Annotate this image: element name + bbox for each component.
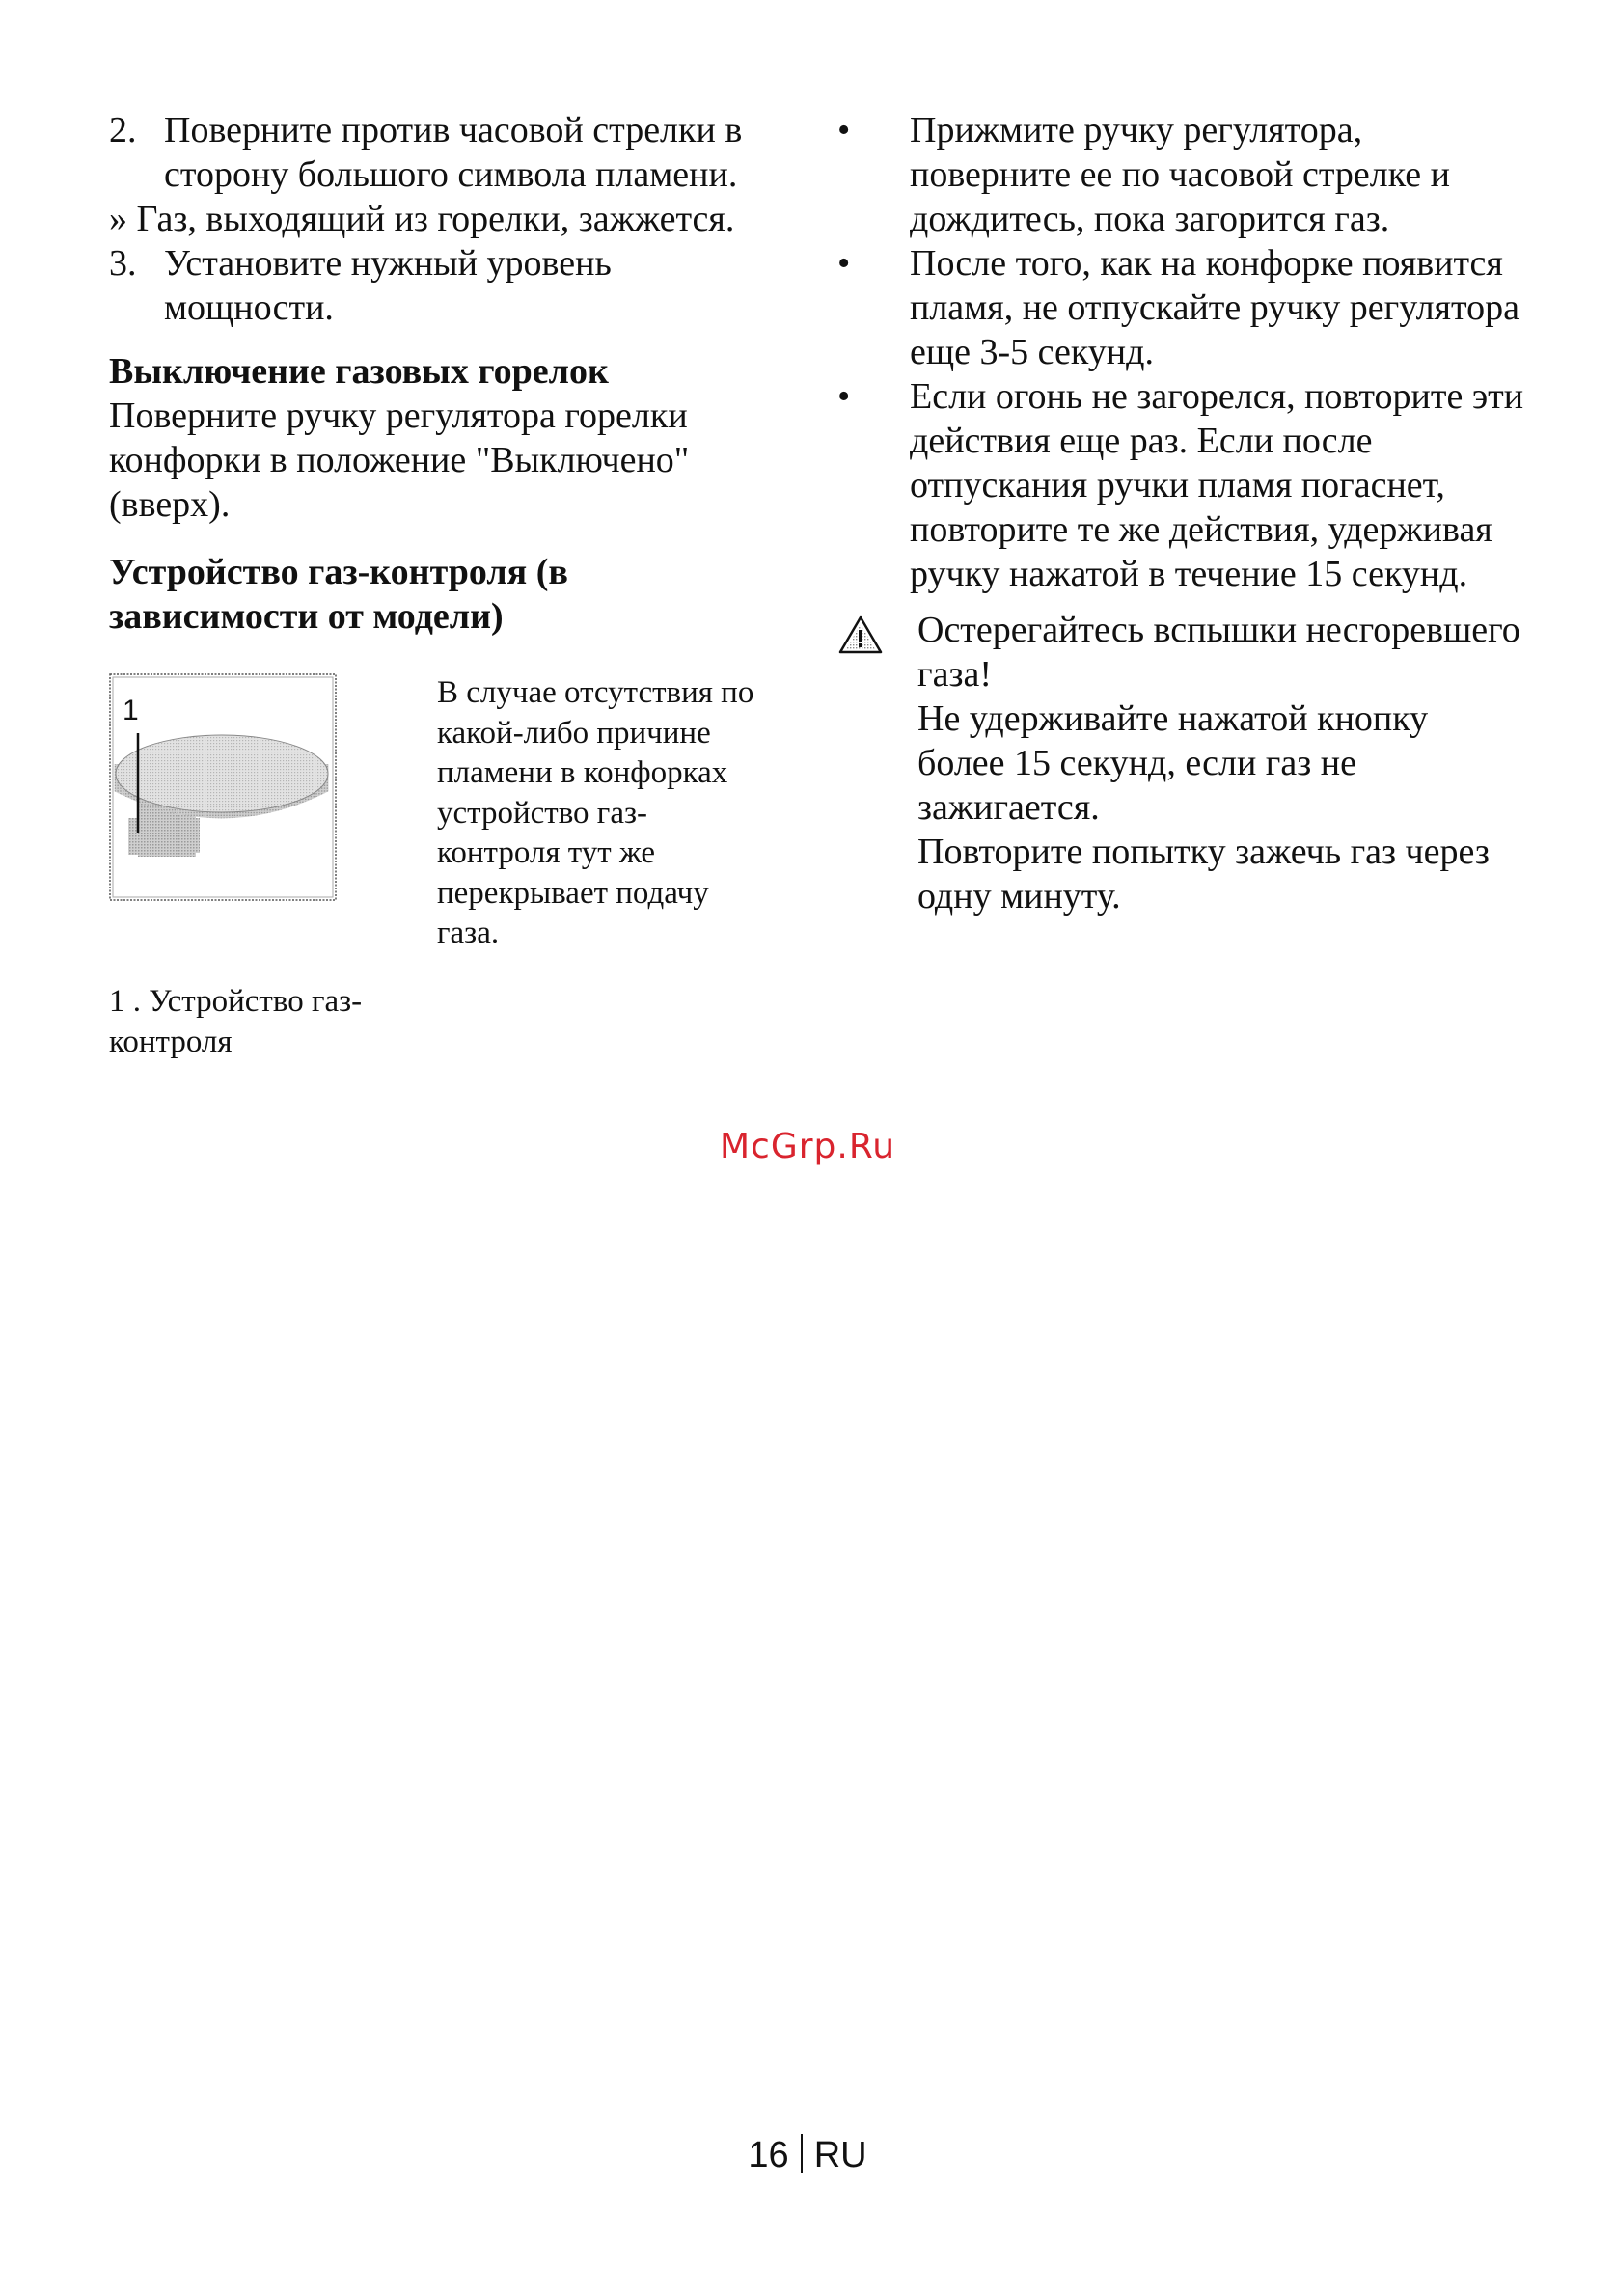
bullet-dot-icon: • (837, 110, 851, 150)
figure-caption: 1 . Устройство газ-контроля (109, 984, 363, 1059)
bullet-dot-icon: • (837, 376, 851, 417)
burner-illustration (109, 673, 337, 901)
step-text: Поверните против часовой стрелки в сторону большого символа пламени. (164, 110, 743, 195)
step-number: 3. (109, 243, 137, 284)
figure-row (109, 673, 784, 1059)
right-column (830, 108, 1524, 918)
bullet-item (830, 374, 1524, 596)
bullet-text: После того, как на конфорке появится пламя, не отпускайте ручку регулятора еще 3-5 секунд. (910, 243, 1519, 372)
bullet-item (830, 241, 1524, 374)
step-number: 2. (109, 110, 137, 150)
section-title-gas-control: Устройство газ-контроля (в зависимости от модели) (109, 552, 568, 637)
section-body-burner-off: Поверните ручку регулятора горелки конфорки в положение "Выключено" (вверх). (109, 396, 690, 525)
warning-block (830, 608, 1524, 918)
warning-line-3: Повторите попытку зажечь газ через одну минуту. (917, 832, 1490, 916)
bullet-dot-icon: • (837, 243, 851, 284)
step-text: Установите нужный уровень мощности. (164, 243, 612, 328)
step-result: » Газ, выходящий из горелки, зажжется. (109, 199, 735, 239)
page-language: RU (813, 2135, 867, 2175)
footer-separator (801, 2134, 803, 2173)
page-footer (0, 2134, 1615, 2176)
left-column (109, 108, 784, 1059)
figure-description: В случае отсутствия по какой-либо причине пламени в конфорках устройство газ-контроля тут же перекрывает подачу газа. (437, 675, 754, 950)
step-3 (109, 241, 784, 330)
warning-triangle-icon (838, 615, 883, 654)
bullet-item (830, 108, 1524, 241)
warning-line-1: Остерегайтесь вспышки несгоревшего газа! (917, 610, 1520, 695)
bullet-text: Прижмите ручку регулятора, поверните ее по часовой стрелке и дождитесь, пока загорится газ. (910, 110, 1450, 239)
bullet-text: Если огонь не загорелся, повторите эти действия еще раз. Если после отпускания ручки пламя погаснет, повторите те же действия, удерживая ручку нажатой в течение 15 секунд. (910, 376, 1524, 594)
figure-label: 1 (123, 695, 139, 726)
warning-line-2: Не удерживайте нажатой кнопку более 15 секунд, если газ не зажигается. (917, 698, 1429, 828)
section-title-burner-off: Выключение газовых горелок (109, 351, 609, 392)
watermark: McGrp.Ru (719, 1127, 896, 1166)
step-2 (109, 108, 784, 197)
page-number: 16 (748, 2135, 789, 2175)
